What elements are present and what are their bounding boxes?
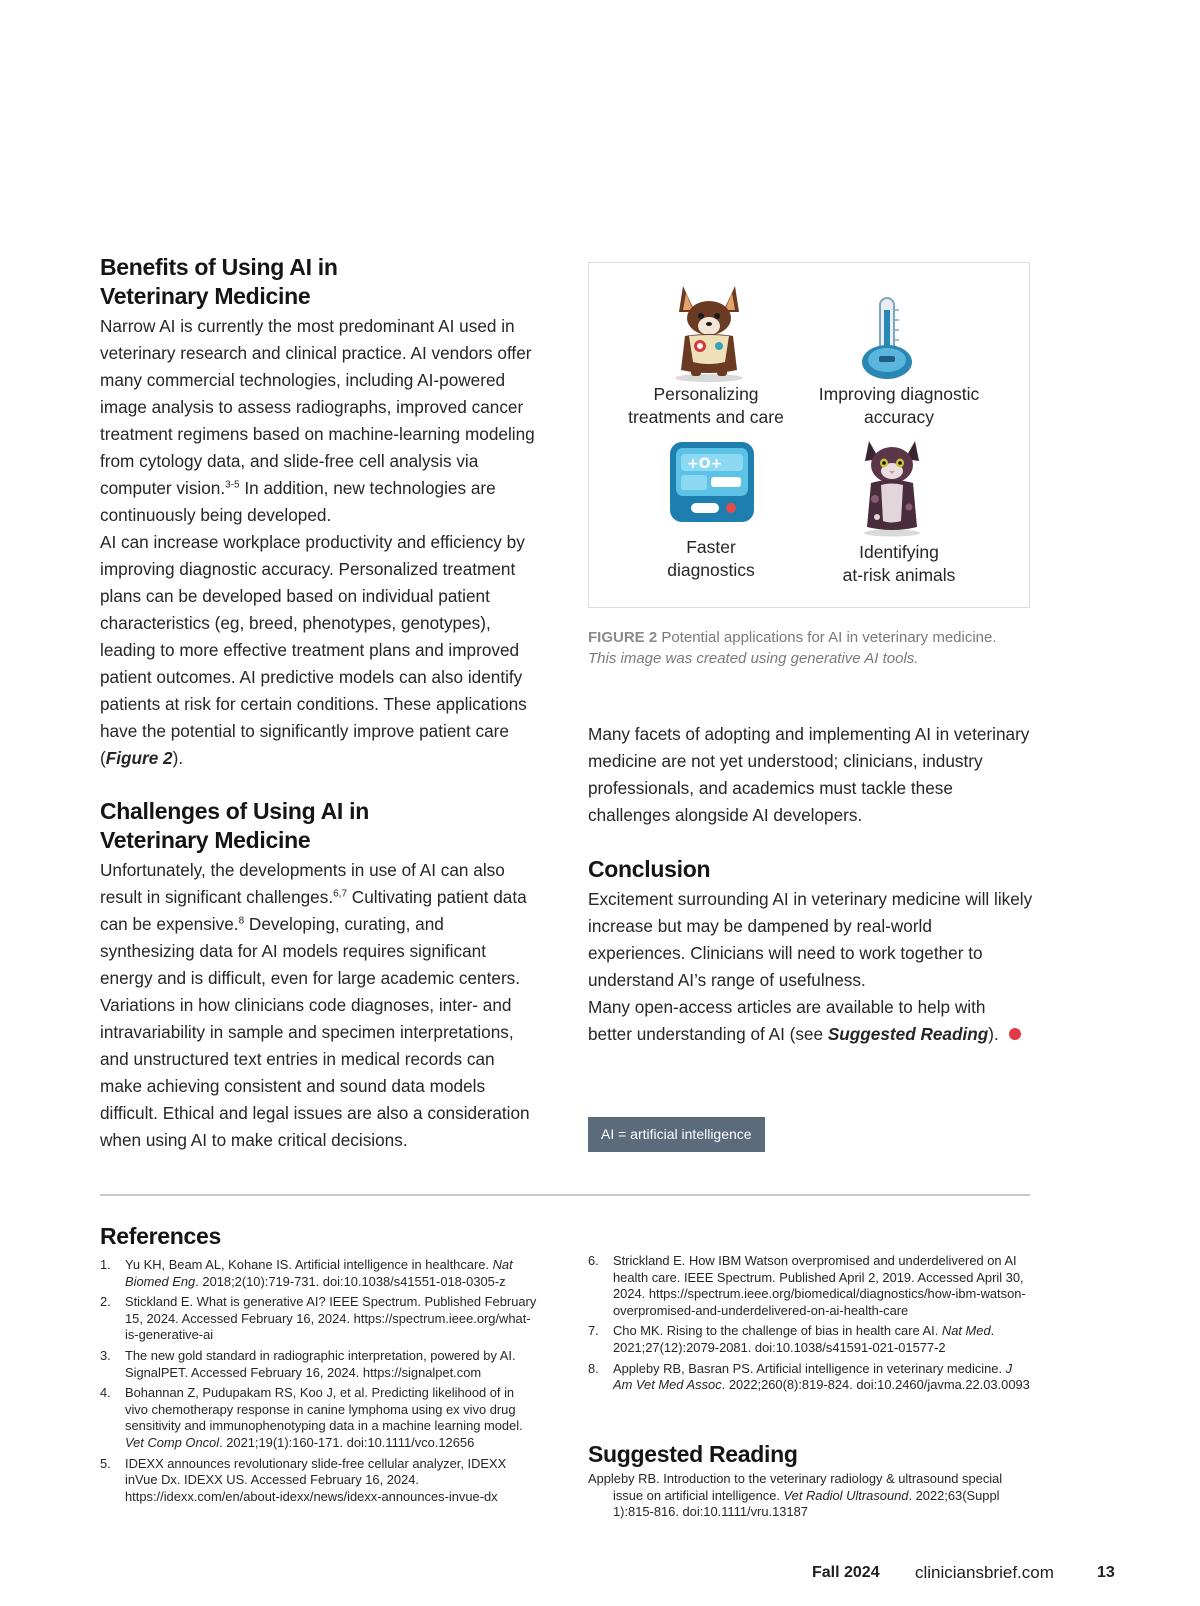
dog-illustration (659, 278, 759, 383)
references-section-right (588, 1253, 1030, 1398)
conclusion-heading: Conclusion (588, 856, 711, 882)
reference-item: 6. Strickland E. How IBM Watson overpromised and underdelivered on AI health care. IEEE Spectrum. Published April 2, 2019. Accessed April 30, 2024. https://spectrum.ieee.org/biomedical/diagnostics/how-ibm-watson-overpromised-and-underdelivered-on-ai-health-care (588, 1253, 1026, 1318)
reference-item: 2. Stickland E. What is generative AI? IEEE Spectrum. Published February 15, 2024. Accessed February 16, 2024. https://spectrum.ieee.org/what-is-generative-ai (100, 1294, 537, 1343)
footer-site[interactable]: cliniciansbrief.com (915, 1563, 1054, 1582)
challenges-heading: Challenges of Using AI in Veterinary Medicine (100, 798, 369, 853)
facets-section (588, 721, 1033, 829)
challenges-paragraph: Unfortunately, the developments in use of AI can also result in significant challenges.$^{6,7}$ Cultivating patient data can be expensive.$^8$ Developing, curating, and synthesizing data for AI models requires significant energy and is difficult, even for large academic centers. Variations in how clinicians code diagnoses, inter- and intravariability in sample and specimen interpretations, and unstructured text entries in medical records can make achieving consistent and sound data models difficult. Ethical and legal issues are also a consideration when using AI to make critical decisions. (100, 860, 530, 1150)
benefits-section (100, 253, 540, 772)
conclusion-section (588, 855, 1033, 1048)
label-identifying-at-risk: Identifying at-risk animals (842, 542, 956, 585)
page-number: 13 (1097, 1564, 1115, 1581)
reference-item: 3. The new gold standard in radiographic interpretation, powered by AI. SignalPET. Accessed February 16, 2024. https://signalpet.com (100, 1347, 516, 1380)
references-heading: References (100, 1223, 222, 1249)
reference-item: 7. Cho MK. Rising to the challenge of bias in health care AI. Nat Med. 2021;27(12):2079-2081. doi:10.1038/s41591-021-01577-2 (588, 1323, 995, 1355)
suggested-reading-section (588, 1440, 1030, 1521)
label-faster-diagnostics: Faster diagnostics (667, 537, 755, 580)
figure-2-reference[interactable]: Figure 2 (105, 748, 173, 768)
reference-item: 1. Yu KH, Beam AL, Kohane IS. Artificial intelligence in healthcare. Nat Biomed Eng. 2018;2(10):719-731. doi:10.1038/s41551-018-0305-z (100, 1257, 513, 1289)
references-list-left (100, 1257, 540, 1505)
figure-caption-label: FIGURE 2 (588, 629, 658, 646)
figure-caption-note: This image was created using generative AI tools. (588, 650, 919, 667)
figure-caption-text: Potential applications for AI in veterinary medicine. (657, 629, 997, 646)
reference-item: 4. Bohannan Z, Pudupakam RS, Koo J, et al. Predicting likelihood of in vivo chemotherapy response in canine lymphoma using ex vivo drug sensitivity and immunophenotyping data in a machine learning model. Vet Comp Oncol. 2021;19(1):160-171. doi:10.1111/vco.12656 (100, 1385, 523, 1450)
reference-item: 5. IDEXX announces revolutionary slide-free cellular analyzer, IDEXX inVue Dx. IDEXX US. Accessed February 16, 2024. https://idexx.com/en/about-idexx/news/idexx-announces-invue-dx (100, 1455, 507, 1504)
section-divider (100, 1194, 1030, 1196)
thermometer-illustration (857, 296, 917, 381)
cat-illustration (857, 437, 927, 537)
label-personalizing: Personalizing treatments and care (628, 384, 784, 427)
references-section (100, 1222, 540, 1509)
suggested-reading-link[interactable]: Suggested Reading (827, 1024, 989, 1044)
svg-text:+O+: +O+ (687, 456, 723, 472)
figure-caption (588, 627, 1033, 669)
abbreviation-badge: AI = artificial intelligence (588, 1117, 765, 1152)
conclusion-paragraph-1: Excitement surrounding AI in veterinary medicine will likely increase but may be dampened by real-world experiences. Clinicians will need to work together to understand AI’s range of usefulness. (588, 889, 1033, 990)
diagnostic-device-illustration (667, 439, 757, 525)
footer-issue: Fall 2024 (812, 1564, 880, 1581)
figure-2 (588, 262, 1030, 608)
suggested-reading-item: Appleby RB. Introduction to the veterinary radiology & ultrasound special issue on artificial intelligence. Vet Radiol Ultrasound. 2022;63(Suppl 1):815-816. doi:10.1111/vru.13187 (588, 1471, 1003, 1520)
facets-paragraph: Many facets of adopting and implementing AI in veterinary medicine are not yet understood; clinicians, industry professionals, and academics must tackle these challenges alongside AI developers. (588, 724, 1030, 825)
label-improving-accuracy: Improving diagnostic accuracy (818, 384, 980, 427)
benefits-heading: Benefits of Using AI in Veterinary Medicine (100, 254, 338, 309)
references-list-right (588, 1253, 1030, 1394)
benefits-paragraph-1: Narrow AI is currently the most predominant AI used in veterinary research and clinical practice. AI vendors offer many commercial technologies, including AI-powered image analysis to assess radiographs, improved cancer treatment regimens based on machine-learning modeling from cytology data, and slide-free cell analysis via computer vision.$^{3-5}$ In addition, new technologies are continuously being developed. (100, 316, 535, 525)
end-of-article-dot (1009, 1028, 1021, 1040)
challenges-section (100, 797, 540, 1154)
benefits-paragraph-2: AI can increase workplace productivity and efficiency by improving diagnostic accuracy. Personalized treatment plans can be developed based on individual patient characteristics (eg, breed, phenotypes, genotypes), leading to more effective treatment plans and improved patient outcomes. AI predictive models can also identify patients at risk for certain conditions. These applications have the potential to significantly improve patient care (Figure 2). (100, 532, 527, 768)
suggested-reading-heading: Suggested Reading (588, 1441, 798, 1467)
reference-item: 8. Appleby RB, Basran PS. Artificial intelligence in veterinary medicine. J Am Vet Med Assoc. 2022;260(8):819-824. doi:10.2460/javma.22.03.0093 (588, 1360, 1030, 1393)
conclusion-paragraph-2: Many open-access articles are available to help with better understanding of AI (see Suggested Reading). (588, 994, 1033, 1048)
